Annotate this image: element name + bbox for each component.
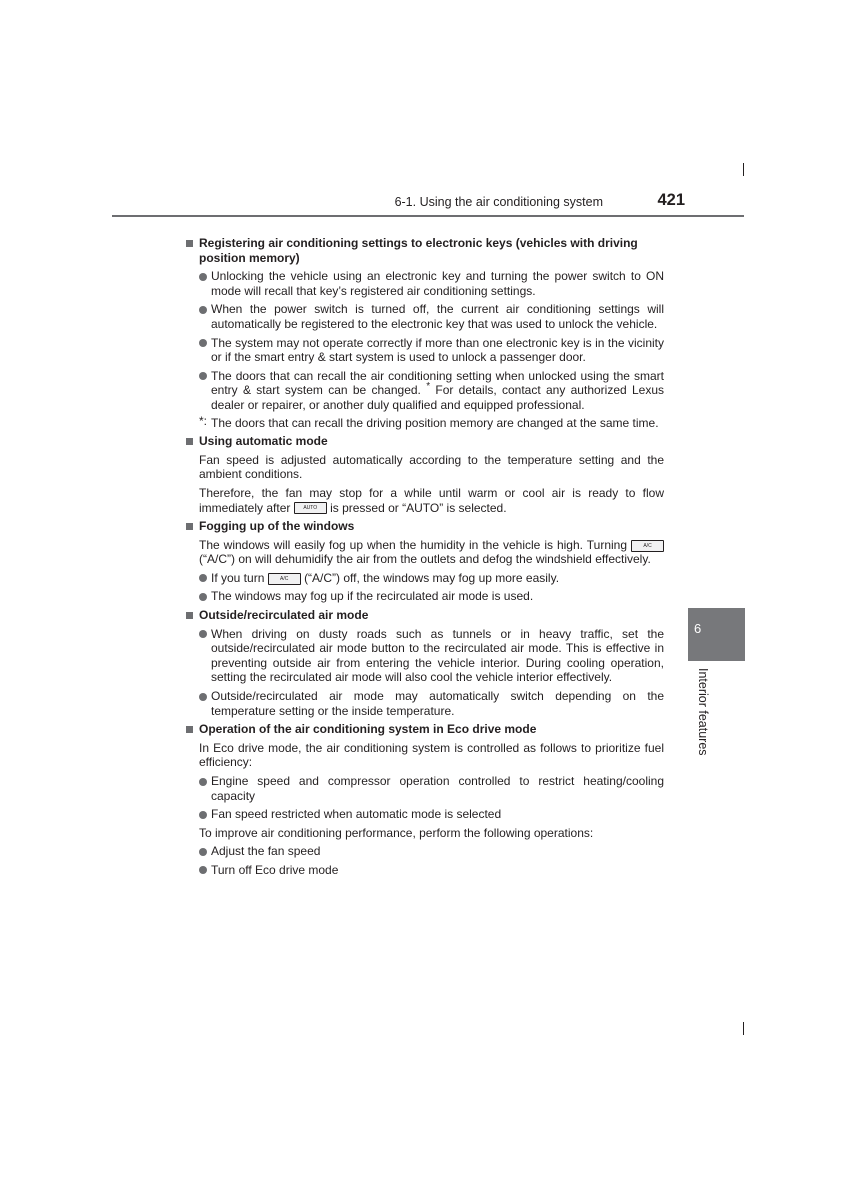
list-item: Turn off Eco drive mode — [199, 863, 664, 878]
bullet-dot-icon — [199, 574, 207, 582]
bullet-dot-icon — [199, 693, 207, 701]
page-number: 421 — [657, 191, 685, 209]
bullet-dot-icon — [199, 593, 207, 601]
paragraph: In Eco drive mode, the air conditioning system is controlled as follows to prioritize fuel efficiency: — [199, 740, 664, 770]
square-bullet-icon — [186, 438, 193, 445]
list-item: When the power switch is turned off, the current air conditioning settings will automatically be registered to the electronic key that was used to unlock the vehicle. — [199, 302, 664, 331]
chapter-title: Interior features — [696, 668, 710, 756]
page-content — [186, 236, 664, 878]
paragraph: Therefore, the fan may stop for a while until warm or cool air is ready to flow immediately after AUTO is pressed or “AUTO” is selected. — [199, 485, 664, 515]
bullet-dot-icon — [199, 273, 207, 281]
paragraph: Fan speed is adjusted automatically according to the temperature setting and the ambient conditions. — [199, 452, 664, 482]
square-bullet-icon — [186, 240, 193, 247]
bullet-dot-icon — [199, 306, 207, 314]
list-item: Adjust the fan speed — [199, 844, 664, 859]
crop-mark-bottom — [743, 1022, 744, 1035]
list-item: Engine speed and compressor operation controlled to restrict heating/cooling capacity — [199, 774, 664, 803]
section-heading: Using automatic mode — [186, 434, 664, 449]
paragraph: To improve air conditioning performance, perform the following operations: — [199, 825, 594, 840]
section-heading: Outside/recirculated air mode — [186, 608, 664, 623]
footnote-marker: * — [426, 381, 431, 393]
bullet-dot-icon — [199, 866, 207, 874]
section-heading: Fogging up of the windows — [186, 519, 664, 534]
ac-button-icon: A/C — [631, 540, 664, 552]
square-bullet-icon — [186, 523, 193, 530]
list-item: The windows may fog up if the recirculated air mode is used. — [199, 589, 664, 604]
bullet-dot-icon — [199, 778, 207, 786]
bullet-dot-icon — [199, 372, 207, 380]
list-item: Fan speed restricted when automatic mode is selected — [199, 807, 664, 822]
footnote-label: *: — [199, 413, 208, 428]
section-heading: Registering air conditioning settings to electronic keys (vehicles with driving position memory) — [186, 236, 664, 265]
section-title: 6-1. Using the air conditioning system — [394, 195, 603, 209]
bullet-dot-icon — [199, 339, 207, 347]
list-item: If you turn A/C (“A/C”) off, the windows may fog up more easily. — [199, 571, 664, 586]
footnote: *: The doors that can recall the driving position memory are changed at the same time. — [199, 413, 659, 430]
list-item: Unlocking the vehicle using an electronic key and turning the power switch to ON mode will recall that key’s registered air conditioning settings. — [199, 269, 664, 298]
bullet-dot-icon — [199, 848, 207, 856]
list-item: When driving on dusty roads such as tunnels or in heavy traffic, set the outside/recirculated air mode button to the recirculated air mode. This is effective in preventing outside air from entering the vehicle interior. During cooling operation, setting the recirculated air mode will also cool the vehicle interior effectively. — [199, 627, 664, 685]
crop-mark-top — [743, 163, 744, 176]
section-heading: Operation of the air conditioning system in Eco drive mode — [186, 722, 664, 737]
list-item: The system may not operate correctly if more than one electronic key is in the vicinity or if the smart entry & start system is used to unlock a passenger door. — [199, 336, 664, 365]
square-bullet-icon — [186, 726, 193, 733]
square-bullet-icon — [186, 612, 193, 619]
list-item: Outside/recirculated air mode may automatically switch depending on the temperature setting or the inside temperature. — [199, 689, 664, 718]
ac-button-icon: A/C — [268, 573, 301, 585]
list-item: The doors that can recall the air conditioning setting when unlocked using the smart entry & start system can be changed. * For details, contact any authorized Lexus dealer or repairer, or another duly qualified and equipped professional. — [199, 369, 664, 413]
paragraph: The windows will easily fog up when the humidity in the vehicle is high. Turning A/C (“A/C”) on will dehumidify the air from the outlets and defog the windshield effectively. — [199, 538, 664, 567]
chapter-number: 6 — [694, 621, 702, 636]
header-rule — [112, 215, 744, 217]
bullet-dot-icon — [199, 630, 207, 638]
bullet-dot-icon — [199, 811, 207, 819]
auto-button-icon: AUTO — [294, 502, 327, 514]
